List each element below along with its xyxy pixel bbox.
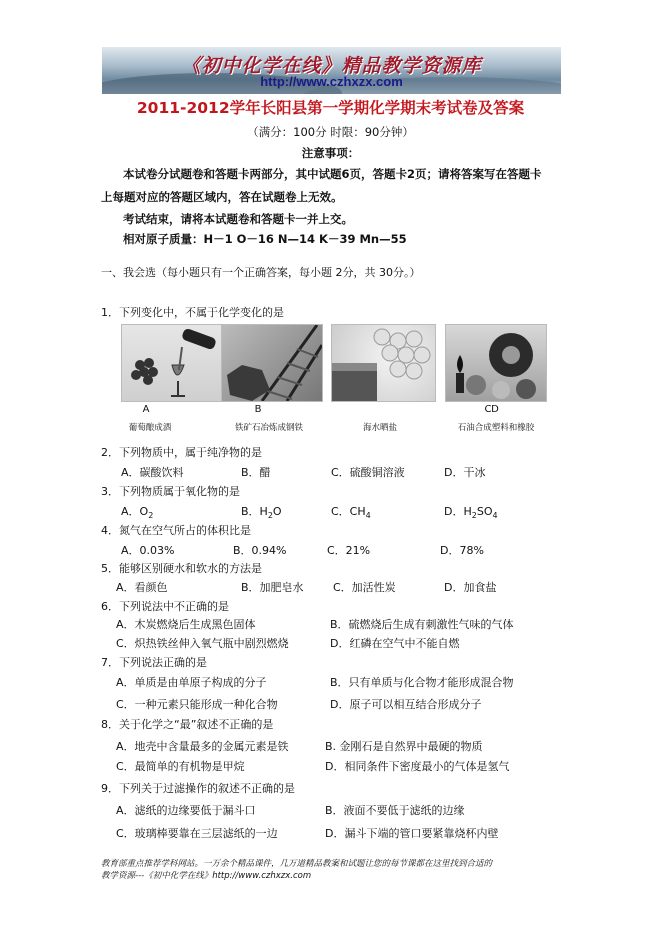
caption-d: 石油合成塑料和橡胶 [457, 423, 535, 433]
question-4-option-b[interactable]: B．0.94% [233, 544, 287, 557]
question-2-option-a[interactable]: A．碳酸饮料 [121, 466, 184, 479]
footer-line-2[interactable]: 教学资源---《初中化学在线》http://www.czhxzx.com [101, 871, 312, 881]
question-7-option-d[interactable]: D．原子可以相互结合形成分子 [330, 698, 482, 711]
caption-c: 海水晒盐 [362, 423, 397, 433]
question-1-stem: 1．下列变化中，不属于化学变化的是 [101, 306, 284, 319]
question-6-stem: 6．下列说法中不正确的是 [101, 600, 229, 613]
question-6-option-a[interactable]: A．木炭燃烧后生成黑色固体 [116, 618, 256, 631]
question-5-option-a[interactable]: A．看颜色 [116, 581, 168, 594]
question-3-option-d[interactable]: D．$H_2SO_4$ [444, 505, 498, 521]
question-2-option-c[interactable]: C．硫酸铜溶液 [331, 466, 405, 479]
banner-url[interactable]: http://www.czhxzx.com [260, 74, 403, 89]
option-a-label: A [142, 404, 150, 415]
question-6-option-d[interactable]: D．红磷在空气中不能自燃 [330, 637, 460, 650]
option-c-label: C [484, 404, 492, 415]
atomic-mass-line: 相对原子质量：H－1 O－16 N—14 K－39 Mn—55 [123, 232, 407, 246]
question-8-stem: 8．关于化学之“最”叙述不正确的是 [101, 718, 274, 731]
question-3-option-a[interactable]: A．$O_2$ [121, 505, 154, 521]
question-2-option-d[interactable]: D．干冰 [444, 466, 486, 479]
question-3-stem: 3．下列物质属于氧化物的是 [101, 485, 240, 498]
question-8-option-a[interactable]: A．地壳中含量最多的金属元素是铁 [116, 740, 289, 753]
notice-line-1: 本试卷分试题卷和答题卡两部分，其中试题6页，答题卡2页；请将答案写在答题卡 [123, 167, 542, 181]
option-d-label: D [491, 404, 499, 415]
question-8-option-d[interactable]: D．相同条件下密度最小的气体是氢气 [325, 760, 510, 773]
question-2-option-b[interactable]: B．醋 [241, 466, 271, 479]
question-6-option-c[interactable]: C．炽热铁丝伸入氧气瓶中剧烈燃烧 [116, 637, 289, 650]
image-sea-water-salt [331, 324, 436, 402]
question-4-stem: 4．氮气在空气所占的体积比是 [101, 524, 251, 537]
question-9-option-d[interactable]: D．漏斗下端的管口要紧靠烧杯内壁 [325, 827, 499, 840]
image-iron-ore-to-steel [221, 324, 323, 402]
question-9-option-c[interactable]: C．玻璃棒要靠在三层滤纸的一边 [116, 827, 278, 840]
notice-line-1b: 上每题对应的答题区域内，答在试题卷上无效。 [101, 190, 343, 204]
question-4-option-d[interactable]: D．78% [440, 544, 484, 557]
question-5-option-c[interactable]: C．加活性炭 [333, 581, 396, 594]
question-5-option-d[interactable]: D．加食盐 [444, 581, 497, 594]
caption-b: 铁矿石冶炼成钢铁 [234, 423, 303, 433]
question-7-stem: 7．下列说法正确的是 [101, 656, 207, 669]
image-grape-to-wine [121, 324, 223, 402]
section-heading: 一、我会选（每小题只有一个正确答案，每小题 2分，共 30分。） [101, 266, 421, 279]
question-4-option-a[interactable]: A．0.03% [121, 544, 175, 557]
notice-heading: 注意事项： [301, 146, 360, 160]
score-line: （满分：100分 时限：90分钟） [247, 125, 414, 139]
question-7-option-a[interactable]: A．单质是由单原子构成的分子 [116, 676, 267, 689]
banner-title: 《初中化学在线》精品教学资源库 [181, 55, 482, 77]
question-3-option-b[interactable]: B．$H_2O$ [241, 505, 282, 521]
caption-a: 葡萄酿成酒 [128, 423, 172, 433]
question-3-option-c[interactable]: C．$CH_4$ [331, 505, 371, 521]
question-8-option-c[interactable]: C．最简单的有机物是甲烷 [116, 760, 245, 773]
option-b-label: B [254, 404, 262, 415]
image-petroleum-to-plastic-rubber [445, 324, 547, 402]
document-title: 2011-2012学年长阳县第一学期化学期末考试卷及答案 [136, 99, 525, 117]
notice-line-2: 考试结束，请将本试题卷和答题卡一并上交。 [123, 212, 353, 226]
question-5-stem: 5．能够区别硬水和软水的方法是 [101, 562, 262, 575]
question-9-stem: 9．下列关于过滤操作的叙述不正确的是 [101, 782, 295, 795]
question-6-option-b[interactable]: B．硫燃烧后生成有刺激性气味的气体 [330, 618, 514, 631]
question-2-stem: 2．下列物质中，属于纯净物的是 [101, 446, 262, 459]
question-9-option-b[interactable]: B．液面不要低于滤纸的边缘 [325, 804, 465, 817]
question-7-option-b[interactable]: B．只有单质与化合物才能形成混合物 [330, 676, 514, 689]
question-8-option-b[interactable]: B. 金刚石是自然界中最硬的物质 [325, 740, 483, 753]
question-4-option-c[interactable]: C．21% [327, 544, 371, 557]
question-7-option-c[interactable]: C．一种元素只能形成一种化合物 [116, 698, 278, 711]
header-banner [102, 47, 561, 94]
question-9-option-a[interactable]: A．滤纸的边缘要低于漏斗口 [116, 804, 256, 817]
footer-line-1: 教育部重点推荐学科网站。一万余个精品课件，几万道精品教案和试题让您的每节课都在这里找到合适的 [101, 859, 493, 869]
question-5-option-b[interactable]: B．加肥皂水 [241, 581, 304, 594]
